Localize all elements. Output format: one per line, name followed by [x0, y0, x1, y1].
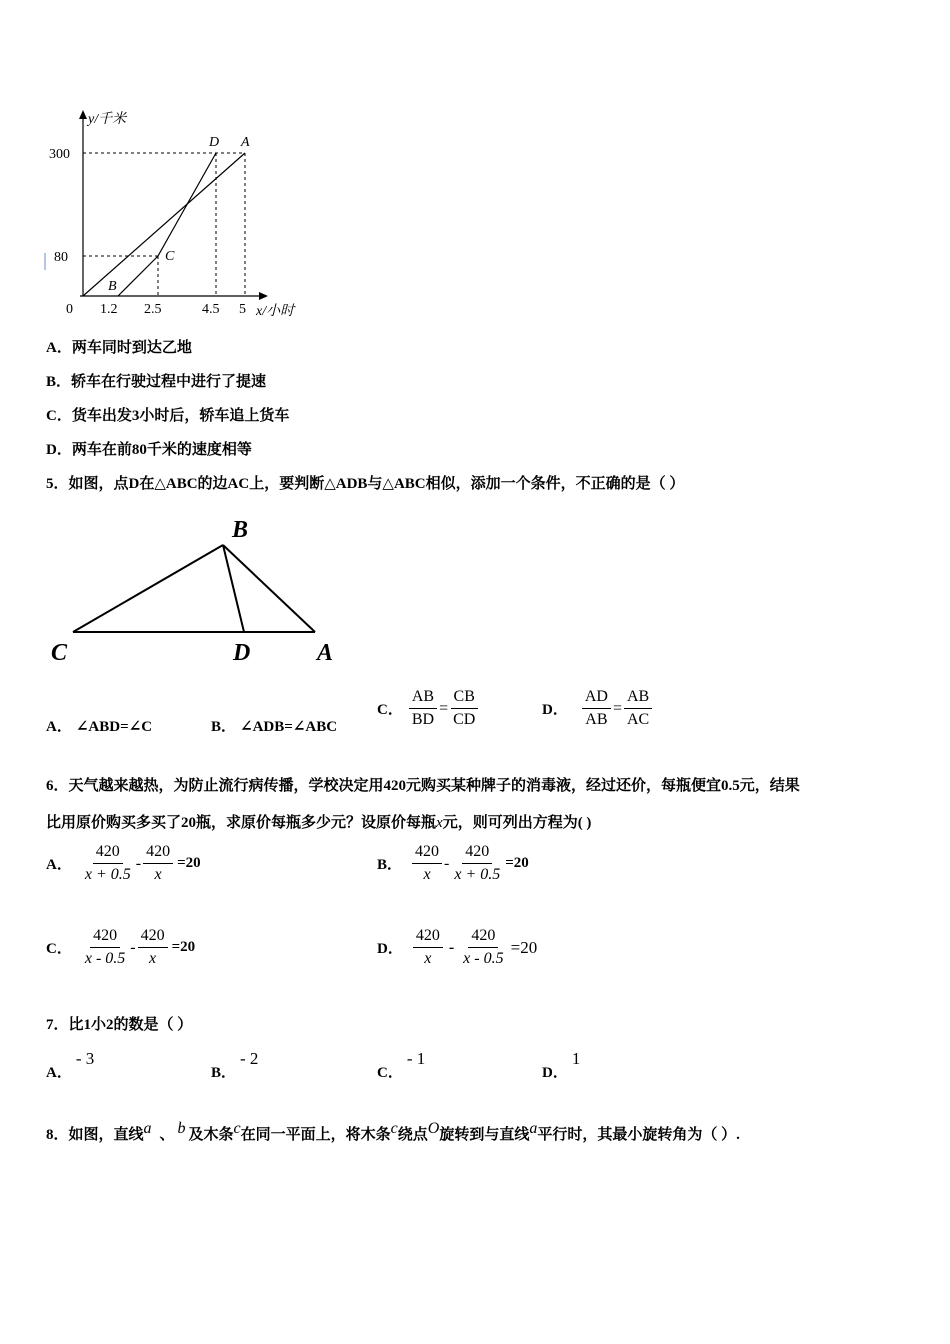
q6-option-d — [377, 927, 537, 968]
distance-time-graph — [40, 105, 320, 325]
fraction — [413, 927, 443, 968]
option-value: - 1 — [406, 1049, 426, 1068]
option-label: D． — [542, 1065, 568, 1081]
segment-BD — [223, 545, 244, 632]
x-tick-0: 0 — [66, 302, 73, 317]
option-value: 1 — [571, 1049, 581, 1068]
q8-stem — [46, 1120, 740, 1144]
numerator: 420 — [93, 843, 123, 864]
option-label: C． — [377, 702, 403, 718]
minus-sign: - — [135, 854, 142, 872]
option-label: A． — [46, 719, 72, 735]
numerator: 420 — [90, 927, 120, 948]
option-label: D． — [46, 442, 72, 458]
q7-option-c — [377, 1048, 426, 1081]
fraction — [412, 843, 442, 884]
text-segment: 8．如图，直线 — [46, 1127, 144, 1143]
q4-option-b — [46, 370, 266, 391]
fraction — [82, 927, 128, 968]
fraction — [451, 843, 503, 884]
point-D: D — [209, 135, 220, 150]
denominator: x — [154, 866, 162, 883]
fraction — [143, 843, 173, 884]
fraction — [138, 927, 168, 968]
q6-stem-line1: 6．天气越来越热，为防止流行病传播，学校决定用420元购买某种牌子的消毒液，经过还价，每瓶便宜0.5元，结果 — [46, 778, 800, 794]
fraction — [582, 688, 611, 729]
equals-sign: = — [612, 699, 622, 717]
equation-rhs: =20 — [505, 855, 529, 871]
option-label: C． — [46, 941, 72, 957]
text-segment: 在同一平面上，将木条 — [240, 1127, 391, 1143]
vertex-B: B — [232, 517, 249, 543]
minus-sign: - — [444, 854, 450, 872]
q6-option-a — [46, 843, 201, 884]
option-label: B． — [377, 857, 403, 873]
text-segment: 平行时，其最小旋转角为（ ）. — [537, 1127, 740, 1143]
x-axis-arrow — [259, 292, 268, 300]
truck-line-OA — [83, 153, 245, 296]
denominator: x — [424, 950, 432, 967]
side-CB — [73, 545, 223, 632]
option-text: 货车出发3小时后，轿车追上货车 — [71, 408, 290, 424]
numerator: 420 — [468, 927, 498, 948]
line-a-symbol: a — [529, 1120, 538, 1137]
point-A: A — [241, 135, 250, 150]
vertex-A: A — [317, 640, 334, 666]
minus-sign: - — [448, 938, 455, 956]
minus-sign: - — [130, 938, 136, 956]
option-text: ∠ABD=∠C — [75, 719, 153, 735]
q6-stem-line2 — [46, 811, 591, 832]
option-label: A． — [46, 340, 72, 356]
numerator: 420 — [412, 843, 442, 864]
fraction — [624, 688, 652, 729]
q4-option-c — [46, 404, 289, 425]
option-label: C． — [46, 408, 72, 424]
numerator: AB — [624, 688, 652, 709]
q6-option-c — [46, 927, 195, 968]
y-axis-arrow — [79, 110, 87, 119]
option-value: - 3 — [75, 1049, 95, 1068]
numerator: AD — [582, 688, 611, 709]
x-tick-1.2: 1.2 — [100, 302, 118, 317]
option-label: D． — [542, 702, 568, 718]
q4-option-a — [46, 336, 192, 357]
q7-stem: 7．比1小2的数是（ ） — [46, 1017, 193, 1033]
line-b-symbol: b — [177, 1120, 186, 1137]
y-axis-label: y/千米 — [88, 112, 127, 127]
numerator: 420 — [143, 843, 173, 864]
denominator: x + 0.5 — [454, 866, 501, 883]
y-tick-300: 300 — [49, 147, 70, 162]
option-label: D． — [377, 941, 403, 957]
option-text: 两车在前80千米的速度相等 — [71, 442, 252, 458]
text-segment: 元，则可列出方程为( ) — [442, 815, 592, 831]
denominator: x - 0.5 — [84, 950, 126, 967]
text-segment: 及木条 — [188, 1127, 234, 1143]
denominator: AC — [626, 711, 650, 728]
option-text: 两车同时到达乙地 — [71, 340, 192, 356]
x-tick-4.5: 4.5 — [202, 302, 220, 317]
option-value: - 2 — [240, 1049, 259, 1068]
option-text: ∠ADB=∠ABC — [240, 719, 338, 735]
y-tick-80: 80 — [54, 250, 68, 265]
q5-stem: 5．如图，点D在△ABC的边AC上，要判断△ADB与△ABC相似，添加一个条件，不正确的是（ ） — [46, 476, 685, 492]
q6-option-b — [377, 843, 529, 884]
text-segment: 比用原价购买多买了20瓶，求原价每瓶多少元？设原价每瓶 — [46, 815, 437, 831]
q5-option-c — [377, 688, 478, 729]
denominator: AB — [585, 711, 608, 728]
fraction — [460, 927, 506, 968]
triangle-figure — [45, 510, 355, 670]
vertex-D: D — [233, 640, 251, 666]
option-label: B． — [211, 1065, 237, 1081]
option-label: C． — [377, 1065, 403, 1081]
numerator: 420 — [462, 843, 492, 864]
denominator: BD — [411, 711, 435, 728]
side-BA — [223, 545, 315, 632]
option-label: A． — [46, 1065, 72, 1081]
option-text: 轿车在行驶过程中进行了提速 — [71, 374, 267, 390]
vertex-C: C — [51, 640, 68, 666]
equation-rhs: =20 — [510, 937, 538, 957]
stick-c-symbol: c — [233, 1120, 241, 1137]
x-axis-label: x/小时 — [256, 304, 295, 319]
point-B: B — [108, 279, 117, 294]
line-a-symbol: a — [143, 1120, 152, 1137]
x-tick-2.5: 2.5 — [144, 302, 162, 317]
fraction — [409, 688, 437, 729]
car-line-BC — [118, 256, 158, 296]
equation-rhs: =20 — [171, 939, 196, 955]
denominator: CD — [453, 711, 476, 728]
q5-option-d — [542, 688, 652, 729]
equals-sign: = — [439, 699, 449, 717]
denominator: x + 0.5 — [84, 866, 131, 883]
option-label: B． — [46, 374, 72, 390]
option-label: A． — [46, 857, 72, 873]
denominator: x - 0.5 — [463, 950, 504, 967]
text-segment: 绕点 — [397, 1127, 428, 1143]
q7-option-b — [211, 1048, 259, 1081]
text-segment: 旋转到与直线 — [439, 1127, 530, 1143]
stick-c-symbol: c — [390, 1120, 398, 1137]
point-C: C — [165, 249, 175, 264]
denominator: x — [423, 866, 431, 883]
q7-option-a — [46, 1048, 95, 1081]
equation-rhs: =20 — [177, 855, 201, 871]
variable: x — [436, 815, 443, 831]
point-o-symbol: O — [427, 1120, 440, 1137]
x-tick-5: 5 — [239, 302, 246, 317]
numerator: CB — [451, 688, 478, 709]
numerator: 420 — [413, 927, 443, 948]
q7-option-d — [542, 1048, 581, 1081]
numerator: AB — [409, 688, 437, 709]
option-label: B． — [211, 719, 237, 735]
fraction — [82, 843, 134, 884]
fraction — [450, 688, 478, 729]
q4-option-d — [46, 438, 252, 459]
denominator: x — [149, 950, 157, 967]
q5-option-b — [211, 715, 337, 736]
text-segment: 、 — [159, 1127, 175, 1143]
car-line-CD — [158, 153, 216, 256]
numerator: 420 — [138, 927, 168, 948]
q5-option-a — [46, 715, 152, 736]
